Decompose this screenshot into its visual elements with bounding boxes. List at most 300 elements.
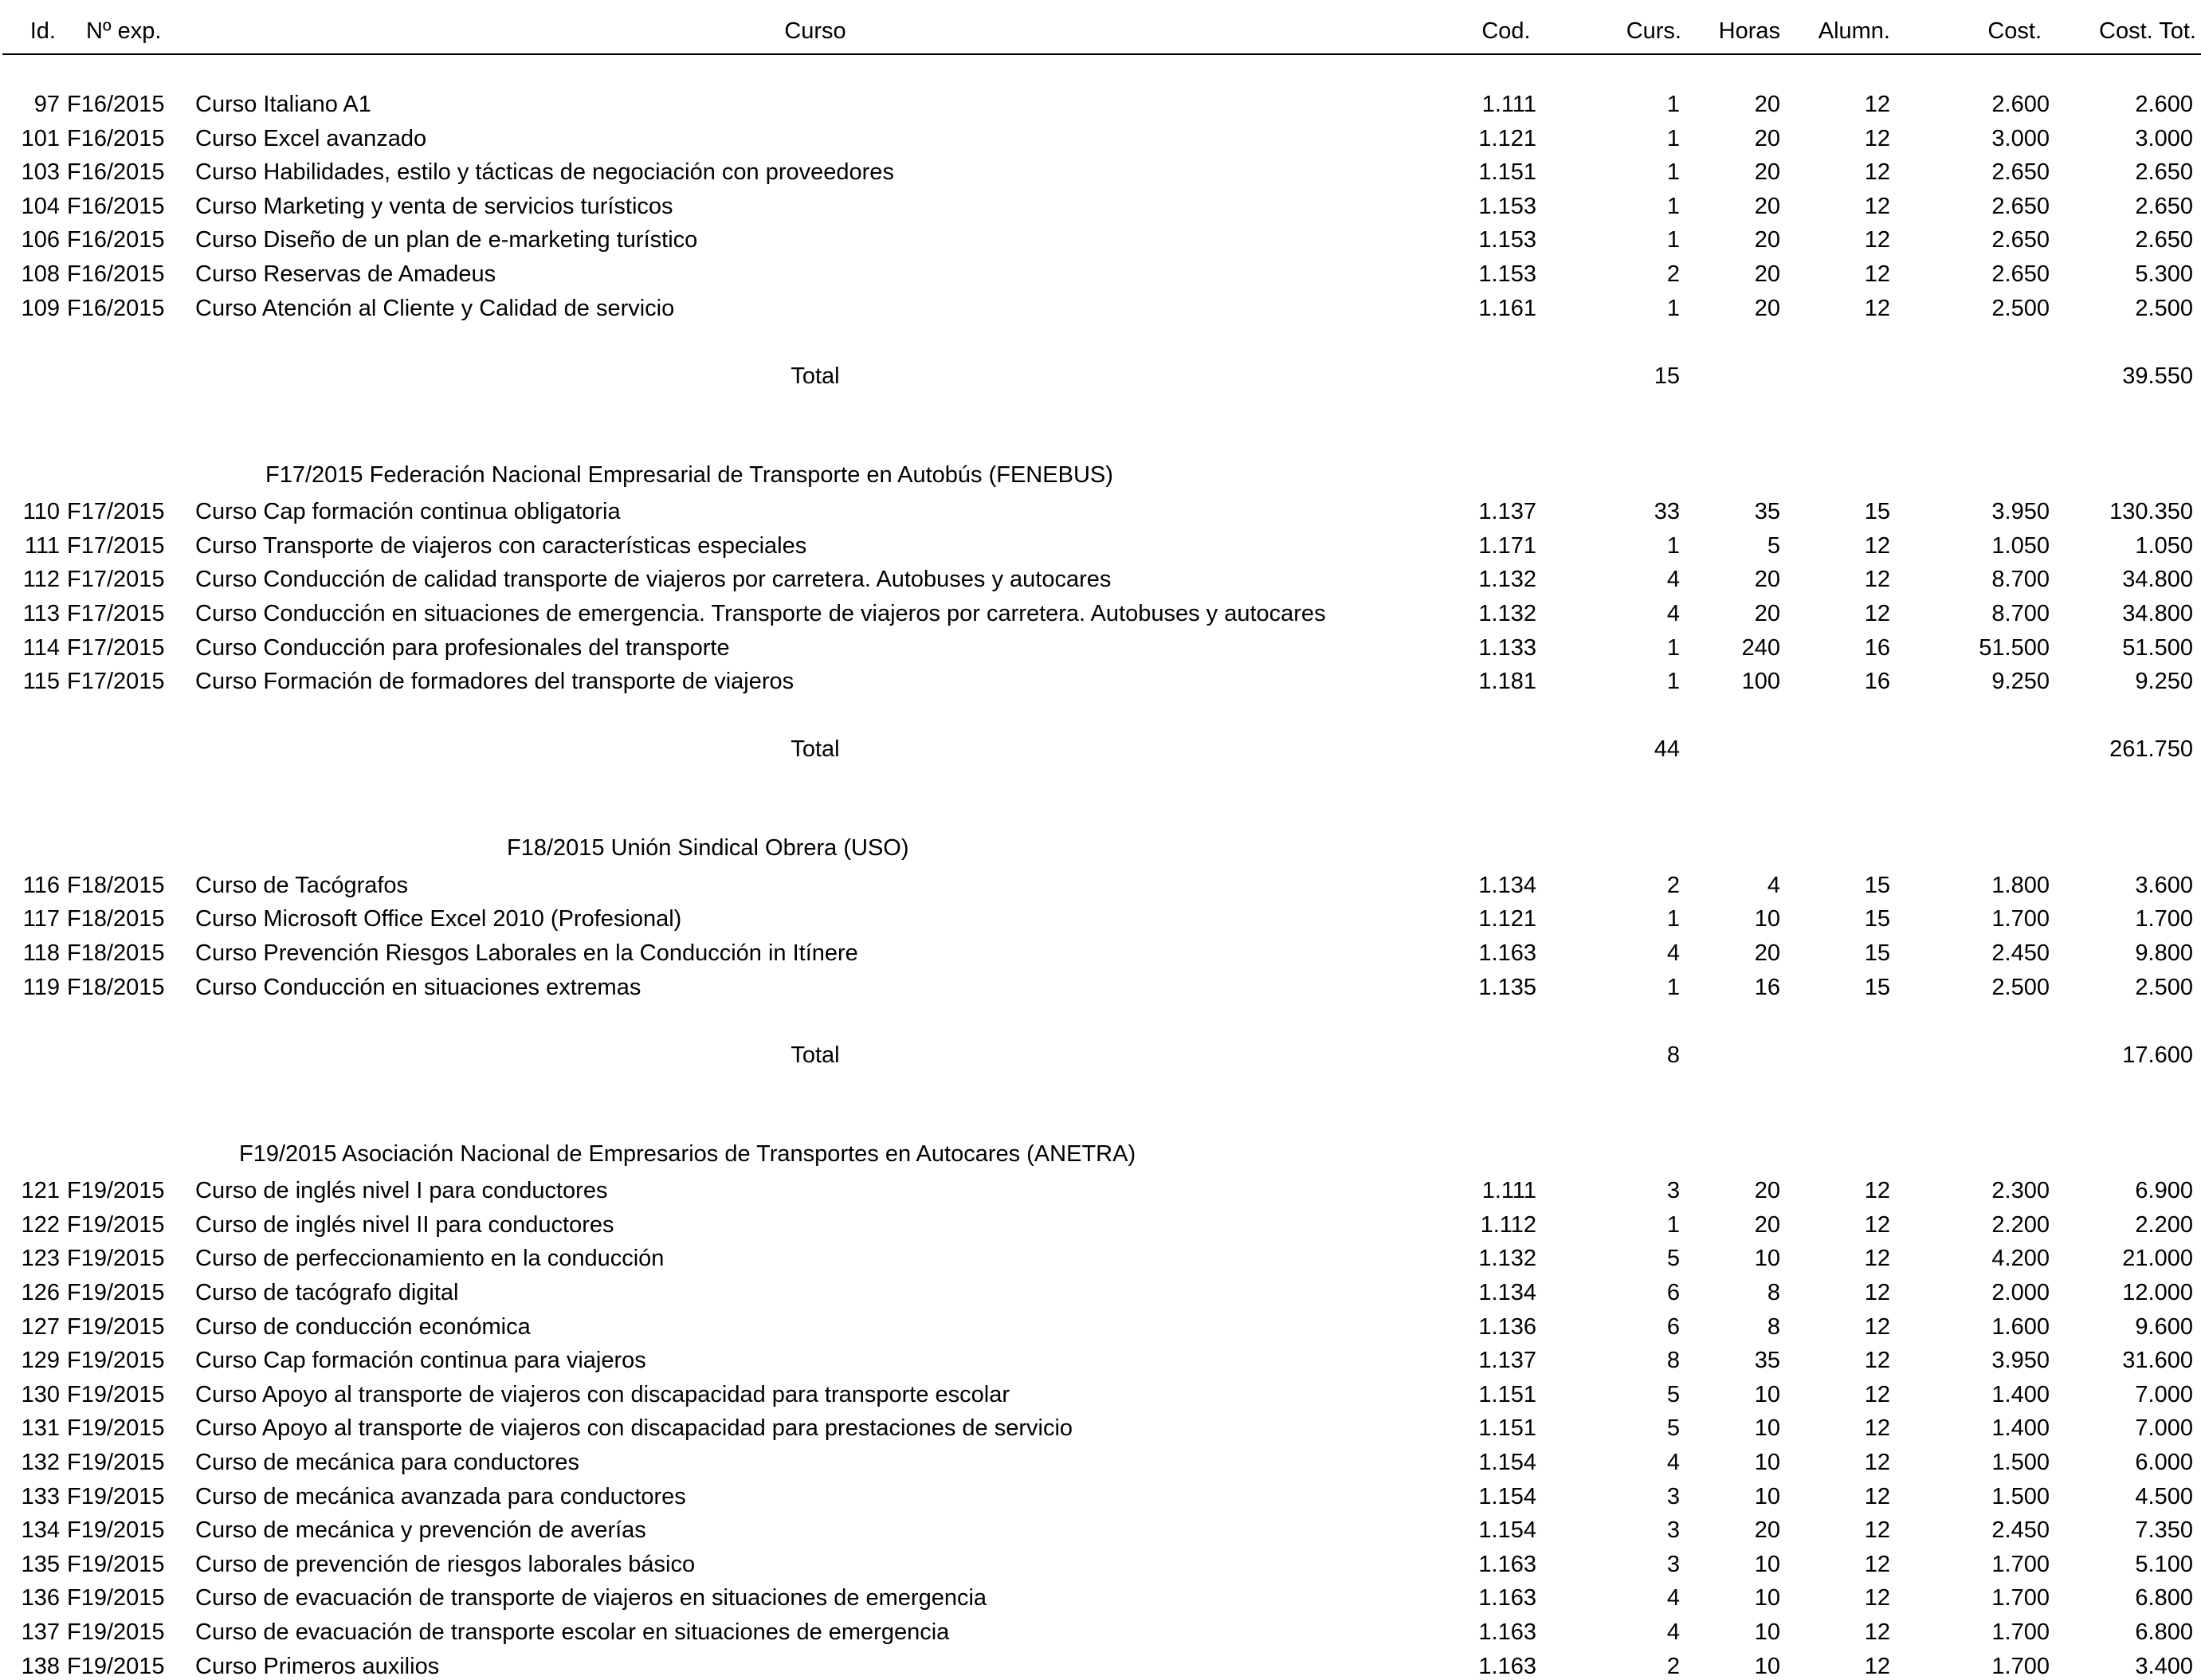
cell-costtot: 2.650 — [2135, 159, 2193, 185]
cell-curs: 2 — [1666, 1654, 1680, 1679]
cell-costtot: 2.200 — [2135, 1212, 2193, 1238]
cell-cost: 1.700 — [1991, 906, 2050, 932]
cell-id: 110 — [22, 499, 60, 524]
cell-cost: 3.950 — [1991, 499, 2050, 524]
cell-costtot: 4.500 — [2135, 1484, 2193, 1509]
cell-curs: 2 — [1666, 873, 1680, 898]
cell-id: 134 — [21, 1517, 60, 1543]
cell-exp: F16/2015 — [67, 194, 165, 219]
cell-horas: 16 — [1754, 975, 1780, 1000]
cell-id: 103 — [21, 159, 60, 185]
cell-horas: 35 — [1754, 1348, 1780, 1373]
cell-horas: 10 — [1754, 1484, 1780, 1509]
cell-exp: F19/2015 — [67, 1415, 165, 1441]
cell-alumn: 12 — [1864, 1314, 1890, 1340]
header-cost-tot: Cost. Tot. — [2099, 18, 2196, 44]
cell-horas: 10 — [1754, 1382, 1780, 1407]
cell-id: 115 — [22, 669, 60, 694]
cell-id: 121 — [21, 1178, 60, 1203]
cell-cost: 2.500 — [1991, 975, 2050, 1000]
cell-id: 131 — [21, 1415, 60, 1441]
cell-curs: 1 — [1666, 92, 1680, 117]
cell-curs: 1 — [1666, 126, 1680, 151]
cell-exp: F16/2015 — [67, 92, 165, 117]
cell-horas: 20 — [1754, 92, 1780, 117]
cell-curs: 3 — [1666, 1484, 1680, 1509]
cell-exp: F19/2015 — [67, 1619, 165, 1645]
cell-alumn: 12 — [1864, 296, 1890, 321]
cell-cod: 1.121 — [1478, 906, 1536, 932]
cell-curso: Curso Apoyo al transporte de viajeros con discapacidad para transporte escolar — [195, 1382, 1010, 1407]
cell-curso: Curso Reservas de Amadeus — [195, 261, 496, 287]
cell-horas: 20 — [1754, 159, 1780, 185]
cell-exp: F19/2015 — [67, 1212, 165, 1238]
cell-horas: 20 — [1754, 126, 1780, 151]
cell-curso: Curso de prevención de riesgos laborales básico — [195, 1552, 696, 1577]
header-cost: Cost. — [1987, 18, 2042, 44]
cell-exp: F18/2015 — [67, 873, 165, 898]
total-costtot: 17.600 — [2122, 1042, 2193, 1068]
cell-id: 114 — [22, 635, 60, 661]
cell-horas: 20 — [1754, 601, 1780, 626]
cell-horas: 8 — [1767, 1314, 1780, 1340]
cell-costtot: 130.350 — [2109, 499, 2193, 524]
cell-cost: 2.450 — [1991, 1517, 2050, 1543]
cell-horas: 20 — [1754, 227, 1780, 253]
cell-alumn: 12 — [1864, 1246, 1890, 1271]
cell-cod: 1.163 — [1478, 1552, 1536, 1577]
cell-alumn: 16 — [1864, 635, 1890, 661]
cell-id: 129 — [21, 1348, 60, 1373]
cell-costtot: 3.000 — [2135, 126, 2193, 151]
cell-costtot: 1.050 — [2135, 533, 2193, 559]
cell-id: 108 — [21, 261, 60, 287]
header-id: Id. — [29, 18, 56, 44]
cell-curso: Curso Prevención Riesgos Laborales en la Conducción in Itínere — [195, 940, 858, 966]
header-horas: Horas — [1718, 18, 1780, 44]
cell-cod: 1.151 — [1478, 1382, 1536, 1407]
cell-cod: 1.153 — [1478, 194, 1536, 219]
cell-exp: F19/2015 — [67, 1178, 165, 1203]
cell-exp: F19/2015 — [67, 1348, 165, 1373]
total-costtot: 261.750 — [2109, 736, 2193, 762]
cell-alumn: 12 — [1864, 533, 1890, 559]
cell-alumn: 12 — [1864, 567, 1890, 592]
cell-cod: 1.132 — [1478, 1246, 1536, 1271]
cell-id: 97 — [33, 92, 60, 117]
cell-curso: Curso Excel avanzado — [195, 126, 427, 151]
cell-alumn: 12 — [1864, 126, 1890, 151]
cell-cost: 2.300 — [1991, 1178, 2050, 1203]
cell-curs: 3 — [1666, 1517, 1680, 1543]
cell-curs: 3 — [1666, 1552, 1680, 1577]
cell-horas: 20 — [1754, 1178, 1780, 1203]
cell-cost: 2.500 — [1991, 296, 2050, 321]
cell-cod: 1.153 — [1478, 227, 1536, 253]
cell-id: 116 — [22, 873, 60, 898]
cell-alumn: 12 — [1864, 1280, 1890, 1305]
cell-id: 104 — [21, 194, 60, 219]
cell-exp: F17/2015 — [67, 567, 165, 592]
cell-cost: 1.050 — [1991, 533, 2050, 559]
cell-alumn: 12 — [1864, 1178, 1890, 1203]
cell-exp: F16/2015 — [67, 296, 165, 321]
cell-cost: 2.650 — [1991, 261, 2050, 287]
cell-horas: 10 — [1754, 1552, 1780, 1577]
cell-cod: 1.154 — [1478, 1484, 1536, 1509]
cell-cod: 1.136 — [1478, 1314, 1536, 1340]
cell-alumn: 12 — [1864, 601, 1890, 626]
cell-cost: 1.400 — [1991, 1382, 2050, 1407]
cell-curso: Curso de perfeccionamiento en la conducción — [195, 1246, 665, 1271]
cell-id: 111 — [24, 533, 60, 559]
cell-id: 122 — [21, 1212, 60, 1238]
cell-exp: F18/2015 — [67, 906, 165, 932]
cell-costtot: 51.500 — [2122, 635, 2193, 661]
cell-exp: F19/2015 — [67, 1654, 165, 1679]
cell-curso: Curso de mecánica y prevención de averías — [195, 1517, 646, 1543]
cell-horas: 8 — [1767, 1280, 1780, 1305]
cell-costtot: 31.600 — [2122, 1348, 2193, 1373]
cell-horas: 5 — [1767, 533, 1780, 559]
cell-cost: 1.700 — [1991, 1654, 2050, 1679]
cell-cod: 1.163 — [1478, 1585, 1536, 1611]
cell-curso: Curso de inglés nivel I para conductores — [195, 1178, 608, 1203]
cell-alumn: 15 — [1864, 906, 1890, 932]
cell-exp: F19/2015 — [67, 1484, 165, 1509]
cell-id: 101 — [21, 126, 60, 151]
cell-curs: 1 — [1666, 906, 1680, 932]
cell-id: 109 — [21, 296, 60, 321]
cell-alumn: 15 — [1864, 975, 1890, 1000]
cell-curso: Curso Conducción para profesionales del transporte — [195, 635, 730, 661]
cell-cod: 1.154 — [1478, 1517, 1536, 1543]
total-curs: 8 — [1666, 1042, 1680, 1068]
cell-id: 135 — [21, 1552, 60, 1577]
cell-exp: F16/2015 — [67, 126, 165, 151]
total-curs: 15 — [1654, 363, 1680, 389]
total-label: Total — [791, 1042, 840, 1068]
cell-cod: 1.112 — [1480, 1212, 1536, 1238]
cell-curso: Curso de conducción económica — [195, 1314, 531, 1340]
cell-horas: 20 — [1754, 261, 1780, 287]
cell-cost: 1.500 — [1991, 1450, 2050, 1475]
cell-curs: 4 — [1666, 940, 1680, 966]
cell-curso: Curso de inglés nivel II para conductores — [195, 1212, 614, 1238]
cell-alumn: 15 — [1864, 940, 1890, 966]
cell-alumn: 15 — [1864, 499, 1890, 524]
cell-cod: 1.181 — [1478, 669, 1536, 694]
cell-curs: 4 — [1666, 1585, 1680, 1611]
cell-id: 130 — [21, 1382, 60, 1407]
cell-horas: 100 — [1741, 669, 1780, 694]
cell-curs: 1 — [1666, 975, 1680, 1000]
cell-cost: 2.650 — [1991, 227, 2050, 253]
cell-costtot: 6.800 — [2135, 1619, 2193, 1645]
cell-exp: F17/2015 — [67, 635, 165, 661]
cell-curs: 5 — [1666, 1382, 1680, 1407]
header-curs: Curs. — [1626, 18, 1681, 44]
cell-cod: 1.121 — [1478, 126, 1536, 151]
cell-exp: F19/2015 — [67, 1450, 165, 1475]
cell-cod: 1.111 — [1481, 1178, 1536, 1203]
cell-curs: 1 — [1666, 159, 1680, 185]
cell-costtot: 6.800 — [2135, 1585, 2193, 1611]
cell-cod: 1.163 — [1478, 1619, 1536, 1645]
cell-curso: Curso de mecánica para conductores — [195, 1450, 579, 1475]
cell-alumn: 12 — [1864, 1348, 1890, 1373]
group-heading: F17/2015 Federación Nacional Empresarial de Transporte en Autobús (FENEBUS) — [265, 462, 1113, 488]
group-heading: F19/2015 Asociación Nacional de Empresarios de Transportes en Autocares (ANETRA) — [239, 1141, 1136, 1167]
cell-cost: 3.000 — [1991, 126, 2050, 151]
cell-exp: F16/2015 — [67, 227, 165, 253]
header-curso: Curso — [784, 18, 846, 44]
cell-curso: Curso de Tacógrafos — [195, 873, 409, 898]
cell-curs: 1 — [1666, 533, 1680, 559]
cell-cost: 2.450 — [1991, 940, 2050, 966]
cell-alumn: 12 — [1864, 1382, 1890, 1407]
cell-horas: 20 — [1754, 296, 1780, 321]
cell-id: 137 — [21, 1619, 60, 1645]
cell-curs: 1 — [1666, 296, 1680, 321]
cell-horas: 20 — [1754, 567, 1780, 592]
total-label: Total — [791, 736, 840, 762]
cell-costtot: 1.700 — [2135, 906, 2193, 932]
cell-cost: 1.400 — [1991, 1415, 2050, 1441]
cell-cod: 1.137 — [1478, 499, 1536, 524]
cell-horas: 10 — [1754, 1585, 1780, 1611]
cell-cost: 4.200 — [1991, 1246, 2050, 1271]
cell-costtot: 6.900 — [2135, 1178, 2193, 1203]
cell-curso: Curso Apoyo al transporte de viajeros con discapacidad para prestaciones de servicio — [195, 1415, 1073, 1441]
cell-curs: 4 — [1666, 1619, 1680, 1645]
cell-horas: 20 — [1754, 940, 1780, 966]
cell-curso: Curso Transporte de viajeros con características especiales — [195, 533, 807, 559]
cell-alumn: 12 — [1864, 261, 1890, 287]
cell-costtot: 3.400 — [2135, 1654, 2193, 1679]
cell-id: 132 — [21, 1450, 60, 1475]
cell-alumn: 16 — [1864, 669, 1890, 694]
cell-cost: 2.600 — [1991, 92, 2050, 117]
cell-horas: 10 — [1754, 906, 1780, 932]
cell-exp: F16/2015 — [67, 261, 165, 287]
header-cod: Cod. — [1481, 18, 1531, 44]
cell-curso: Curso Cap formación continua para viajeros — [195, 1348, 646, 1373]
cell-cod: 1.151 — [1478, 1415, 1536, 1441]
cell-curso: Curso Cap formación continua obligatoria — [195, 499, 621, 524]
cell-cod: 1.163 — [1478, 1654, 1536, 1679]
cell-cod: 1.137 — [1478, 1348, 1536, 1373]
cell-cod: 1.153 — [1478, 261, 1536, 287]
cell-curs: 1 — [1666, 1212, 1680, 1238]
cell-curs: 1 — [1666, 669, 1680, 694]
cell-curso: Curso Primeros auxilios — [195, 1654, 440, 1679]
cell-cod: 1.134 — [1478, 1280, 1536, 1305]
cell-horas: 10 — [1754, 1450, 1780, 1475]
cell-curs: 5 — [1666, 1246, 1680, 1271]
total-label: Total — [791, 363, 840, 389]
cell-cost: 8.700 — [1991, 567, 2050, 592]
cell-exp: F19/2015 — [67, 1552, 165, 1577]
cell-cost: 1.700 — [1991, 1585, 2050, 1611]
cell-horas: 4 — [1767, 873, 1780, 898]
cell-alumn: 12 — [1864, 1619, 1890, 1645]
cell-curs: 3 — [1666, 1178, 1680, 1203]
cell-horas: 20 — [1754, 194, 1780, 219]
cell-costtot: 2.650 — [2135, 194, 2193, 219]
cell-horas: 20 — [1754, 1212, 1780, 1238]
cell-exp: F19/2015 — [67, 1382, 165, 1407]
cell-horas: 10 — [1754, 1619, 1780, 1645]
cell-exp: F17/2015 — [67, 533, 165, 559]
cell-costtot: 34.800 — [2122, 567, 2193, 592]
cell-curso: Curso Habilidades, estilo y tácticas de negociación con proveedores — [195, 159, 894, 185]
cell-cod: 1.171 — [1478, 533, 1536, 559]
header-rule — [2, 53, 2201, 55]
cell-curs: 4 — [1666, 567, 1680, 592]
cell-cost: 1.700 — [1991, 1552, 2050, 1577]
cell-alumn: 12 — [1864, 1484, 1890, 1509]
cell-exp: F18/2015 — [67, 940, 165, 966]
cell-curs: 5 — [1666, 1415, 1680, 1441]
cell-costtot: 21.000 — [2122, 1246, 2193, 1271]
cell-curs: 8 — [1666, 1348, 1680, 1373]
cell-cod: 1.132 — [1478, 601, 1536, 626]
cell-costtot: 12.000 — [2122, 1280, 2193, 1305]
cell-exp: F19/2015 — [67, 1314, 165, 1340]
cell-curso: Curso Conducción en situaciones extremas — [195, 975, 641, 1000]
cell-cost: 9.250 — [1991, 669, 2050, 694]
cell-horas: 240 — [1741, 635, 1780, 661]
cell-costtot: 5.100 — [2135, 1552, 2193, 1577]
cell-cod: 1.111 — [1481, 92, 1536, 117]
cell-costtot: 2.500 — [2135, 975, 2193, 1000]
cell-costtot: 2.500 — [2135, 296, 2193, 321]
cell-id: 106 — [21, 227, 60, 253]
cell-costtot: 6.000 — [2135, 1450, 2193, 1475]
cell-alumn: 15 — [1864, 873, 1890, 898]
cell-cost: 1.800 — [1991, 873, 2050, 898]
cell-alumn: 12 — [1864, 1552, 1890, 1577]
cell-curso: Curso Diseño de un plan de e-marketing turístico — [195, 227, 698, 253]
cell-curso: Curso Marketing y venta de servicios turísticos — [195, 194, 673, 219]
cell-costtot: 9.250 — [2135, 669, 2193, 694]
cell-id: 133 — [21, 1484, 60, 1509]
cell-cod: 1.163 — [1478, 940, 1536, 966]
cell-alumn: 12 — [1864, 92, 1890, 117]
cell-exp: F17/2015 — [67, 601, 165, 626]
cell-cod: 1.132 — [1478, 567, 1536, 592]
cell-curso: Curso de tacógrafo digital — [195, 1280, 459, 1305]
cell-curs: 1 — [1666, 635, 1680, 661]
cell-exp: F17/2015 — [67, 669, 165, 694]
cell-alumn: 12 — [1864, 1415, 1890, 1441]
cell-curs: 6 — [1666, 1280, 1680, 1305]
cell-curso: Curso Conducción de calidad transporte de viajeros por carretera. Autobuses y autocares — [195, 567, 1112, 592]
cell-cost: 2.650 — [1991, 194, 2050, 219]
cell-alumn: 12 — [1864, 1450, 1890, 1475]
cell-horas: 10 — [1754, 1246, 1780, 1271]
cell-curs: 6 — [1666, 1314, 1680, 1340]
cell-id: 117 — [22, 906, 60, 932]
cell-curso: Curso Formación de formadores del transporte de viajeros — [195, 669, 794, 694]
cell-curso: Curso Italiano A1 — [195, 92, 371, 117]
cell-cost: 3.950 — [1991, 1348, 2050, 1373]
cell-curs: 1 — [1666, 227, 1680, 253]
cell-exp: F19/2015 — [67, 1585, 165, 1611]
cell-alumn: 12 — [1864, 227, 1890, 253]
cell-costtot: 7.000 — [2135, 1382, 2193, 1407]
cell-costtot: 3.600 — [2135, 873, 2193, 898]
cell-curso: Curso Atención al Cliente y Calidad de servicio — [195, 296, 675, 321]
cell-curs: 33 — [1654, 499, 1680, 524]
cell-alumn: 12 — [1864, 1654, 1890, 1679]
cell-costtot: 2.650 — [2135, 227, 2193, 253]
cell-id: 138 — [21, 1654, 60, 1679]
cell-alumn: 12 — [1864, 1517, 1890, 1543]
cell-cost: 2.000 — [1991, 1280, 2050, 1305]
cell-curs: 4 — [1666, 601, 1680, 626]
cell-id: 113 — [22, 601, 60, 626]
cell-exp: F17/2015 — [67, 499, 165, 524]
cell-alumn: 12 — [1864, 1212, 1890, 1238]
header-exp: Nº exp. — [86, 18, 162, 44]
cell-exp: F19/2015 — [67, 1246, 165, 1271]
cell-cod: 1.135 — [1478, 975, 1536, 1000]
cell-horas: 35 — [1754, 499, 1780, 524]
cell-cod: 1.151 — [1478, 159, 1536, 185]
header-alumn: Alumn. — [1818, 18, 1890, 44]
cell-id: 118 — [22, 940, 60, 966]
cell-cod: 1.134 — [1478, 873, 1536, 898]
cell-alumn: 12 — [1864, 1585, 1890, 1611]
cell-costtot: 7.000 — [2135, 1415, 2193, 1441]
cell-cost: 1.600 — [1991, 1314, 2050, 1340]
cell-cost: 2.650 — [1991, 159, 2050, 185]
cell-id: 119 — [22, 975, 60, 1000]
group-heading: F18/2015 Unión Sindical Obrera (USO) — [507, 835, 909, 861]
cell-exp: F19/2015 — [67, 1280, 165, 1305]
cell-exp: F18/2015 — [67, 975, 165, 1000]
cell-cost: 51.500 — [1979, 635, 2050, 661]
cell-exp: F19/2015 — [67, 1517, 165, 1543]
cell-id: 123 — [21, 1246, 60, 1271]
cell-curso: Curso de evacuación de transporte de viajeros en situaciones de emergencia — [195, 1585, 987, 1611]
cell-curs: 2 — [1666, 261, 1680, 287]
cell-costtot: 9.800 — [2135, 940, 2193, 966]
cell-curs: 1 — [1666, 194, 1680, 219]
cell-cost: 2.200 — [1991, 1212, 2050, 1238]
cell-exp: F16/2015 — [67, 159, 165, 185]
cell-cost: 1.700 — [1991, 1619, 2050, 1645]
cell-id: 112 — [22, 567, 60, 592]
cell-cod: 1.161 — [1478, 296, 1536, 321]
cell-id: 126 — [21, 1280, 60, 1305]
cell-costtot: 9.600 — [2135, 1314, 2193, 1340]
cell-horas: 10 — [1754, 1415, 1780, 1441]
total-costtot: 39.550 — [2122, 363, 2193, 389]
cell-cod: 1.133 — [1478, 635, 1536, 661]
cell-curso: Curso de evacuación de transporte escolar en situaciones de emergencia — [195, 1619, 950, 1645]
cell-curso: Curso Conducción en situaciones de emergencia. Transporte de viajeros por carretera. Autobuses y autocares — [195, 601, 1326, 626]
total-curs: 44 — [1654, 736, 1680, 762]
cell-costtot: 2.600 — [2135, 92, 2193, 117]
cell-costtot: 7.350 — [2135, 1517, 2193, 1543]
cell-cost: 1.500 — [1991, 1484, 2050, 1509]
cell-costtot: 5.300 — [2135, 261, 2193, 287]
cell-curso: Curso de mecánica avanzada para conductores — [195, 1484, 686, 1509]
cell-curs: 4 — [1666, 1450, 1680, 1475]
